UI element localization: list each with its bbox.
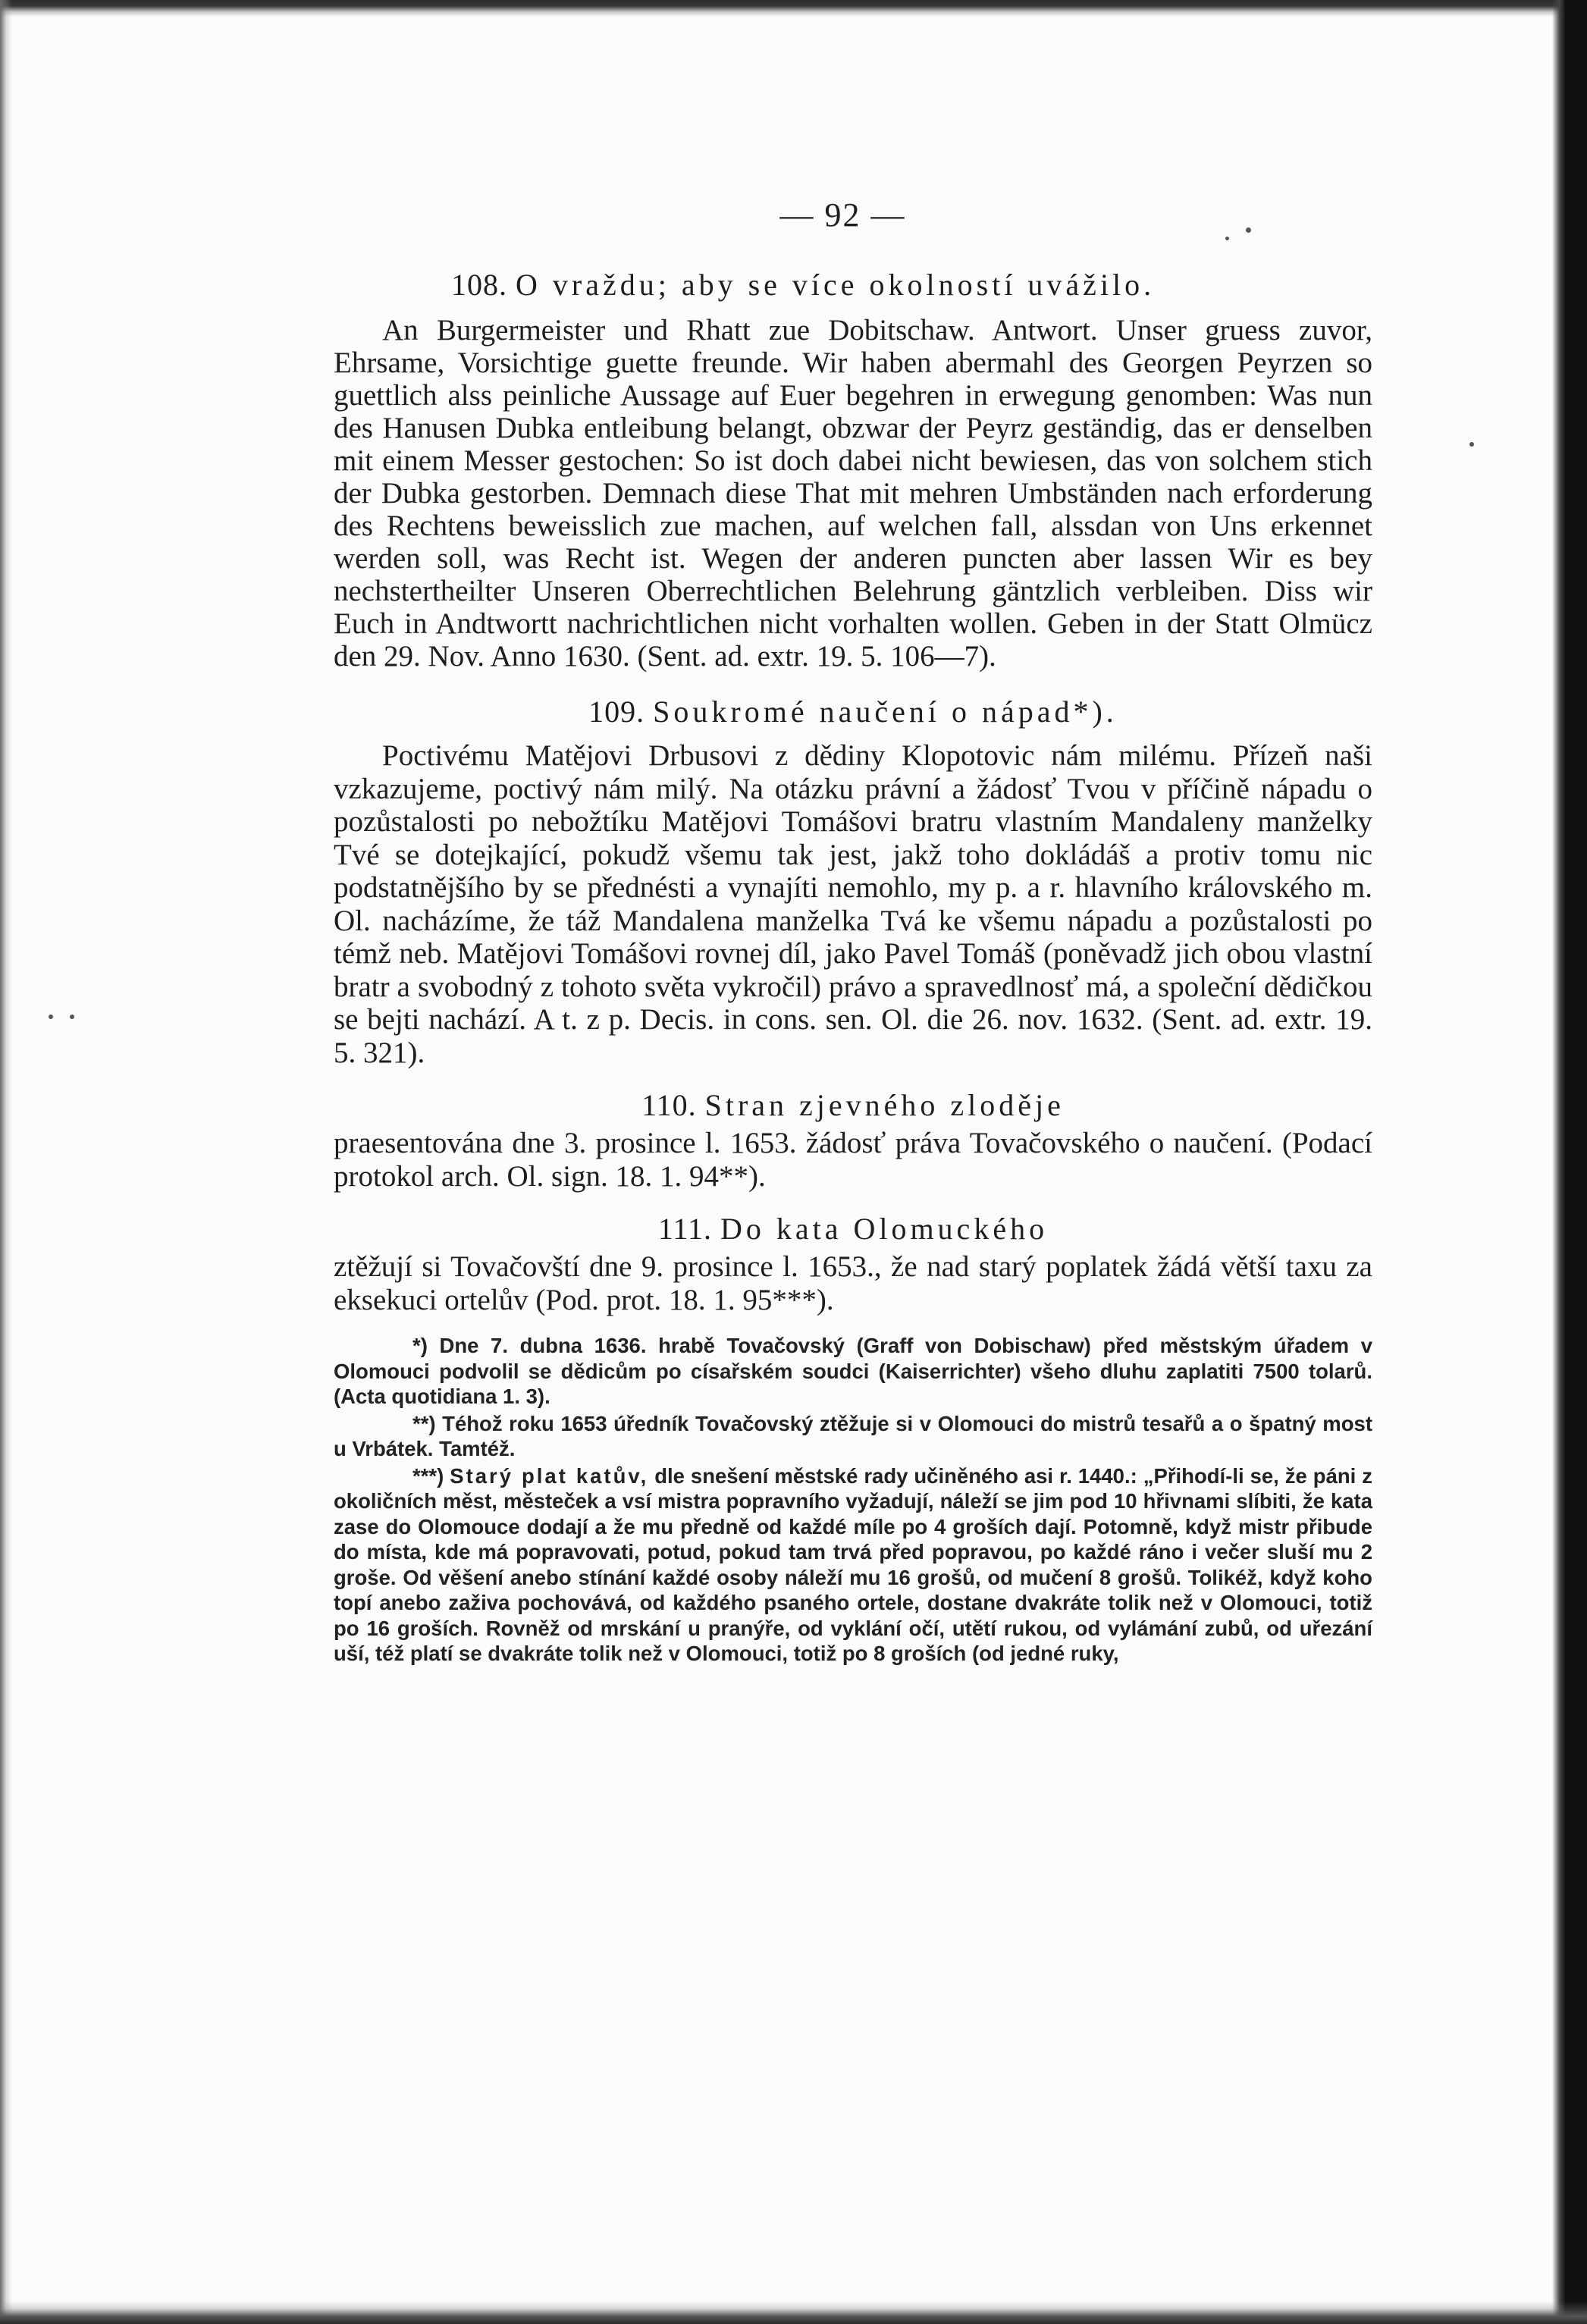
- footnote-text: Dne 7. dubna 1636. hrabě Tovačovský (Graff von Dobischaw) před městským úřadem v Olomouci podvolil se dědicům po císařském soudci (Kaiserrichter) všeho dluhu zaplatiti 7500 tolarů. (Acta quotidiana 1. 3).: [334, 1334, 1373, 1408]
- dust-speck: [49, 1015, 53, 1019]
- dust-speck: [1225, 237, 1229, 240]
- section-body-108: An Burgermeister und Rhatt zue Dobitschaw. Antwort. Unser gruess zuvor, Ehrsame, Vorsichtige guette freunde. Wir haben abermahl des Georgen Peyrzen so guettlich alss peinliche Aussage auf Euer begehren in erwegung genomben: Was nun des Hanusen Dubka entleibung belangt, obzwar der Peyrz geständig, das er denselben mit einem Messer gestochen: So ist doch dabei nicht bewiesen, das von solchem stich der Dubka gestorben. Demnach diese That mit mehren Umbständen nach erforderung des Rechtens beweisslich zue machen, auf welchen fall, alssdan von Uns erkennet werden soll, was Recht ist. Wegen der anderen puncten aber lassen Wir es bey nechstertheilter Unseren Oberrechtlichen Belehrung gäntzlich verbleiben. Diss wir Euch in Andtwortt nachrichtlichen nicht vorhalten wollen. Geben in der Statt Olmücz den 29. Nov. Anno 1630. (Sent. ad. extr. 19. 5. 106—7).: [334, 314, 1372, 673]
- section-title: Soukromé naučení o nápad*).: [653, 695, 1118, 729]
- scan-edge-top: [0, 0, 1587, 17]
- section-number: 111.: [657, 1212, 712, 1246]
- section-body-109: Poctivému Matějovi Drbusovi z dědiny Klopotovic nám milému. Přízeň naši vzkazujeme, poctivý nám milý. Na otázku právní a žádosť Tvou v příčině nápadu o pozůstalosti po nebožtíku Matějovi Tomášovi bratru vlastním Mandaleny manželky Tvé se dotejkající, pokudž všemu tak jest, jakž toho dokládáš a protiv tomu nic podstatnějšího by se přednésti a vynajíti nemohlo, my p. a r. hlavního královského m. Ol. nacházíme, že táž Mandalena manželka Tvá ke všemu nápadu a pozůstalosti po témž neb. Matějovi Tomášovi rovnej díl, jako Pavel Tomáš (poněvadž jich obou vlastní bratr a svobodný z tohoto světa vykročil) právo a spravedlnosť má, a společní dědičkou se bejti nachází. A t. z p. Decis. in cons. sen. Ol. die 26. nov. 1632. (Sent. ad. extr. 19. 5. 321).: [334, 739, 1372, 1069]
- section-body-111: ztěžují si Tovačovští dne 9. prosince l. 1653., že nad starý poplatek žádá větší taxu za eksekuci ortelův (Pod. prot. 18. 1. 95***).: [334, 1250, 1372, 1316]
- page-number: — 92 —: [779, 196, 906, 234]
- scan-edge-bottom: [0, 2301, 1587, 2324]
- footnote-1: [334, 1333, 1372, 1410]
- footnote-mark: **): [412, 1411, 436, 1435]
- footnotes: [334, 1333, 1372, 1667]
- dust-speck: [1469, 442, 1474, 447]
- footnote-title: Starý plat katův,: [450, 1463, 649, 1488]
- section-heading-111: [334, 1211, 1372, 1247]
- scan-edge-right: [1552, 0, 1587, 2324]
- footnote-text: dle snešení městské rady učiněného asi r. 1440.: „Přihodí-li se, že páni z okoličních měst, městeček a vsí mistra popravního vyžadují, náleží se jim pod 10 hřivnami slíbiti, že kata zase do Olomouce dodají a že mu předně od každé míle po 4 groších dají. Potomně, když mistr přibude do místa, kde má popravovati, potud, pokud tam trvá před popravou, po každé ráno i večer sluší mu 2 groše. Od věšení anebo stínání každé osoby náleží mu 16 grošů, od mučení 8 grošů. Tolikéž, když koho topí anebo zaživa pochovává, od každého psaného ortele, dostane dvakráte tolik než v Olomouci, totiž po 16 groších. Rovněž od mrskání u pranýře, od vyklání očí, utětí rukou, od vylámání zubů, od uřezání uší, též platí se dvakráte tolik než v Olomouci, totiž po 8 groších (od jedné ruky,: [334, 1463, 1373, 1665]
- text-column: [334, 267, 1372, 1668]
- section-heading-108: [334, 267, 1372, 303]
- section-number: 109.: [588, 695, 645, 729]
- section-number: 108.: [451, 268, 507, 302]
- section-heading-109: [334, 694, 1372, 730]
- footnote-2: [334, 1411, 1372, 1462]
- section-title: O vraždu; aby se více okolností uvážilo.: [516, 268, 1156, 302]
- footnote-mark: ***): [412, 1463, 444, 1488]
- footnote-text: Téhož roku 1653 úředník Tovačovský ztěžuje si v Olomouci do mistrů tesařů a o špatný most u Vrbátek. Tamtéž.: [334, 1411, 1373, 1460]
- section-title: Stran zjevného zloděje: [704, 1088, 1065, 1122]
- section-heading-110: [334, 1087, 1372, 1124]
- dust-speck: [70, 1015, 74, 1019]
- section-title: Do kata Olomuckého: [720, 1212, 1049, 1246]
- section-body-110: praesentována dne 3. prosince l. 1653. žádosť práva Tovačovského o naučení. (Podací protokol arch. Ol. sign. 18. 1. 94**).: [334, 1127, 1372, 1193]
- footnote-mark: *): [412, 1334, 428, 1357]
- scan-edge-left: [0, 0, 12, 2324]
- section-number: 110.: [641, 1088, 697, 1122]
- footnote-3: [334, 1463, 1372, 1667]
